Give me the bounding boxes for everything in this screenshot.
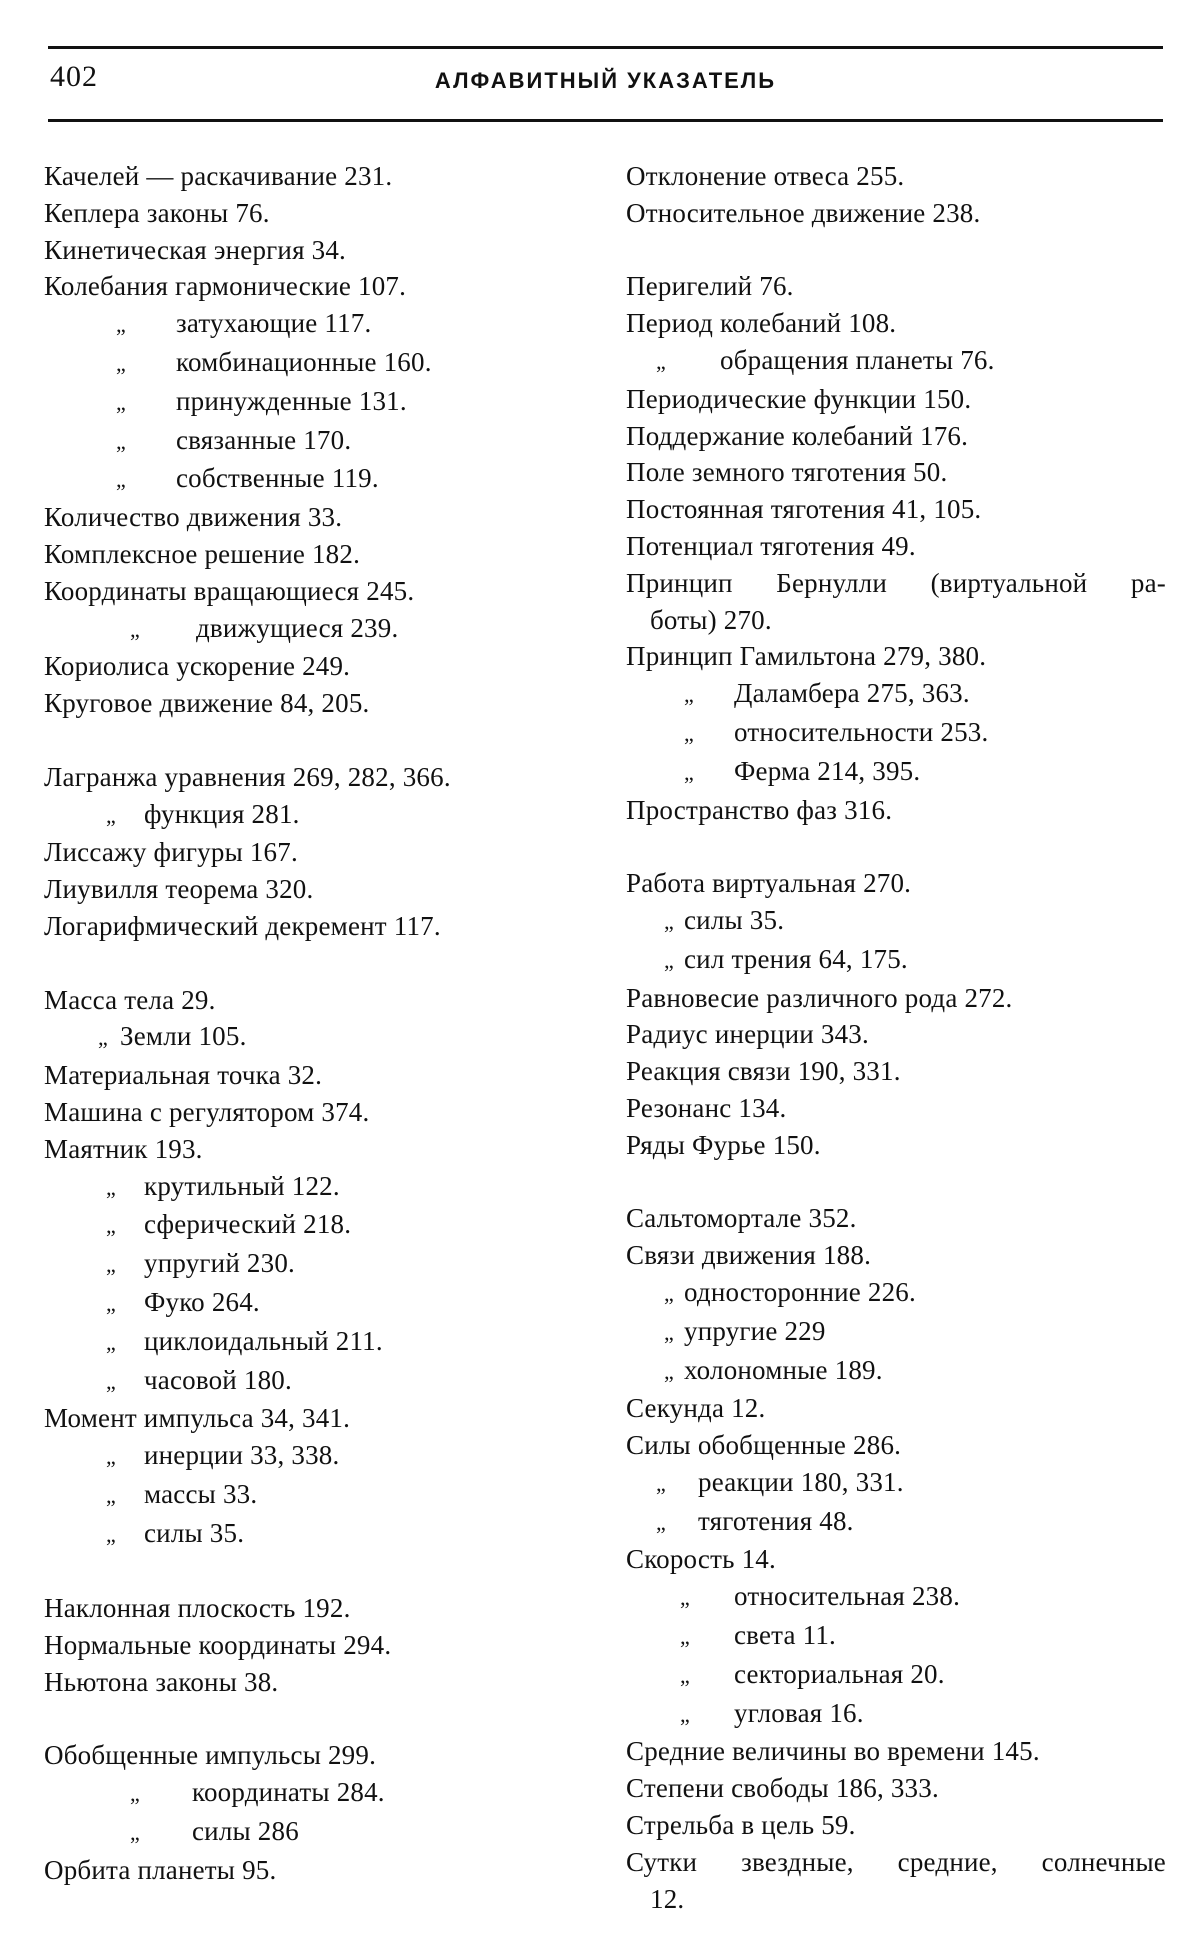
index-entry: Сальтомортале 352.: [626, 1203, 857, 1234]
index-subentry-text: сил трения 64, 175.: [684, 943, 908, 974]
index-subentry-text: собственные 119.: [176, 463, 379, 494]
index-entry: Координаты вращающиеся 245.: [44, 575, 415, 606]
index-subentry: [44, 460, 594, 499]
index-subentry-text: инерции 33, 338.: [144, 1440, 340, 1471]
index-subentry-text: массы 33.: [144, 1478, 258, 1509]
index-subentry-text: холономные 189.: [684, 1354, 883, 1385]
index-entry: Период колебаний 108.: [626, 308, 897, 339]
index-subentry: [44, 1437, 594, 1476]
index-entry: Наклонная плоскость 192.: [44, 1593, 351, 1624]
index-subentry-text: упругий 230.: [144, 1248, 295, 1279]
index-subentry: [626, 1464, 1166, 1503]
index-entry: Количество движения 33.: [44, 502, 343, 533]
header-bottom-rule: [48, 119, 1163, 122]
ditto-mark: „: [106, 802, 116, 828]
index-subentry-text: затухающие 117.: [176, 308, 372, 339]
index-entry: Поле земного тяготения 50.: [626, 457, 948, 488]
index-subentry-text: циклоидальный 211.: [144, 1325, 383, 1356]
index-subentry-text: реакции 180, 331.: [698, 1466, 904, 1497]
index-subentry: [626, 1578, 1166, 1617]
index-entry: Колебания гармонические 107.: [44, 271, 407, 302]
index-subentry: [44, 1206, 594, 1245]
index-entry: Машина с регулятором 374.: [44, 1096, 370, 1127]
index-entry: Степени свободы 186, 333.: [626, 1773, 939, 1804]
index-subentry: [626, 941, 1166, 980]
index-subentry-text: силы 35.: [144, 1517, 245, 1548]
index-entry: Скорость 14.: [626, 1544, 776, 1575]
index-entry: Кеплера законы 76.: [44, 197, 270, 228]
index-entry-continuation: 12.: [650, 1883, 685, 1914]
ditto-mark: „: [130, 1820, 140, 1846]
index-subentry: [44, 1284, 594, 1323]
ditto-mark: „: [106, 1482, 116, 1508]
index-subentry-text: относительности 253.: [734, 716, 989, 747]
index-subentry-text: комбинационные 160.: [176, 346, 432, 377]
ditto-mark: „: [684, 759, 694, 785]
index-entry: Лиувилля теорема 320.: [44, 874, 314, 905]
index-section-gap: [44, 1701, 594, 1738]
index-subentry: [626, 714, 1166, 753]
index-section-gap: [626, 828, 1166, 865]
index-subentry: [44, 1813, 594, 1852]
index-entry: Обобщенные импульсы 299.: [44, 1740, 377, 1771]
index-entry: Момент импульса 34, 341.: [44, 1403, 351, 1434]
index-entry: Резонанс 134.: [626, 1092, 787, 1123]
header-top-rule: [48, 46, 1163, 49]
ditto-mark: „: [664, 1319, 674, 1345]
index-entry: Орбита планеты 95.: [44, 1854, 277, 1885]
index-subentry: [44, 1245, 594, 1284]
index-subentry-text: связанные 170.: [176, 424, 352, 455]
index-entry: Работа виртуальная 270.: [626, 868, 912, 899]
index-subentry: [44, 1515, 594, 1554]
index-entry: Силы обобщенные 286.: [626, 1430, 902, 1461]
index-entry: Потенциал тяготения 49.: [626, 530, 916, 561]
ditto-mark: „: [684, 682, 694, 708]
page-header: [48, 46, 1163, 122]
index-subentry-text: координаты 284.: [192, 1777, 385, 1808]
index-subentry: [626, 753, 1166, 792]
index-entry: Постоянная тяготения 41, 105.: [626, 494, 982, 525]
index-section-gap: [44, 945, 594, 982]
index-entry: Принцип Гамильтона 279, 380.: [626, 641, 987, 672]
index-subentry: [44, 305, 594, 344]
index-entry: Связи движения 188.: [626, 1240, 872, 1271]
index-subentry: [626, 1503, 1166, 1542]
ditto-mark: „: [116, 312, 126, 338]
index-entry: Реакция связи 190, 331.: [626, 1056, 901, 1087]
index-entry: Отклонение отвеса 255.: [626, 161, 905, 191]
index-entry: Равновесие различного рода 272.: [626, 982, 1013, 1013]
index-entry: Ряды Фурье 150.: [626, 1129, 821, 1160]
ditto-mark: „: [656, 1470, 666, 1496]
index-entry: Поддержание колебаний 176.: [626, 420, 969, 451]
index-subentry-text: Земли 105.: [120, 1021, 247, 1052]
index-subentry: [44, 383, 594, 422]
index-entry: Комплексное решение 182.: [44, 538, 361, 569]
index-subentry: [626, 1695, 1166, 1734]
index-entry: Секунда 12.: [626, 1393, 766, 1424]
index-subentry-text: света 11.: [734, 1620, 836, 1651]
index-subentry: [626, 1352, 1166, 1391]
ditto-mark: „: [664, 947, 674, 973]
index-entry: Логарифмический декремент 117.: [44, 910, 441, 941]
index-column-left: [44, 158, 594, 1889]
index-section-gap: [626, 1164, 1166, 1201]
index-entry: Относительное движение 238.: [626, 197, 981, 228]
index-subentry: [44, 1018, 594, 1057]
index-subentry: [626, 1617, 1166, 1656]
index-subentry: [626, 1313, 1166, 1352]
ditto-mark: „: [106, 1329, 116, 1355]
ditto-mark: „: [106, 1444, 116, 1470]
ditto-mark: „: [106, 1368, 116, 1394]
ditto-mark: „: [116, 428, 126, 454]
ditto-mark: „: [664, 908, 674, 934]
ditto-mark: „: [130, 616, 140, 642]
ditto-mark: „: [106, 1174, 116, 1200]
index-subentry-text: обращения планеты 76.: [720, 344, 995, 375]
index-subentry: [44, 1168, 594, 1207]
index-subentry-text: секториальная 20.: [734, 1658, 945, 1689]
ditto-mark: „: [98, 1025, 108, 1051]
index-entry: Стрельба в цель 59.: [626, 1810, 856, 1841]
ditto-mark: „: [656, 1509, 666, 1535]
index-entry: Нормальные координаты 294.: [44, 1630, 392, 1661]
index-subentry: [626, 1656, 1166, 1695]
ditto-mark: „: [116, 467, 126, 493]
index-column-right: [626, 158, 1166, 1917]
index-entry: Лагранжа уравнения 269, 282, 366.: [44, 761, 451, 792]
index-entry: Ньютона законы 38.: [44, 1666, 279, 1697]
index-subentry-text: односторонние 226.: [684, 1276, 916, 1307]
running-title: АЛФАВИТНЫЙ УКАЗАТЕЛЬ: [434, 68, 777, 93]
index-subentry: [44, 1774, 594, 1813]
ditto-mark: „: [680, 1662, 690, 1688]
index-entry: Принцип Бернулли (виртуальной ра-: [626, 567, 1166, 598]
index-subentry-text: силы 35.: [684, 904, 785, 935]
index-subentry: [44, 422, 594, 461]
index-section-gap: [626, 232, 1166, 269]
ditto-mark: „: [106, 1521, 116, 1547]
index-subentry-text: крутильный 122.: [144, 1170, 340, 1201]
ditto-mark: „: [680, 1624, 690, 1650]
ditto-mark: „: [116, 389, 126, 415]
page-number: 402: [50, 60, 98, 93]
index-entry: Средние величины во времени 145.: [626, 1736, 1040, 1767]
index-subentry: [626, 902, 1166, 941]
ditto-mark: „: [106, 1213, 116, 1239]
ditto-mark: „: [680, 1585, 690, 1611]
index-section-gap: [44, 1553, 594, 1590]
ditto-mark: „: [116, 350, 126, 376]
index-subentry: [626, 675, 1166, 714]
index-entry: Масса тела 29.: [44, 984, 216, 1015]
index-subentry-text: угловая 16.: [734, 1697, 864, 1728]
index-subentry-text: движущиеся 239.: [196, 612, 399, 643]
index-subentry-text: тяготения 48.: [698, 1505, 854, 1536]
ditto-mark: „: [106, 1290, 116, 1316]
index-subentry-text: силы 286: [192, 1816, 299, 1847]
ditto-mark: „: [656, 348, 666, 374]
index-subentry-text: функция 281.: [144, 798, 300, 829]
ditto-mark: „: [680, 1701, 690, 1727]
index-entry: Качелей — раскачивание 231.: [44, 161, 393, 191]
index-entry: Сутки звездные, средние, солнечные: [626, 1846, 1166, 1877]
index-subentry-text: принужденные 131.: [176, 385, 407, 416]
index-subentry-text: Ферма 214, 395.: [734, 755, 921, 786]
index-entry: Маятник 193.: [44, 1133, 203, 1164]
index-subentry: [626, 1274, 1166, 1313]
index-subentry-text: Фуко 264.: [144, 1286, 260, 1317]
index-subentry: [44, 344, 594, 383]
ditto-mark: „: [684, 720, 694, 746]
index-entry: Перигелий 76.: [626, 271, 794, 302]
ditto-mark: „: [130, 1781, 140, 1807]
index-subentry-text: упругие 229: [684, 1315, 826, 1346]
index-subentry: [44, 1362, 594, 1401]
index-entry: Круговое движение 84, 205.: [44, 688, 370, 719]
index-subentry: [44, 1476, 594, 1515]
ditto-mark: „: [664, 1280, 674, 1306]
index-entry-continuation: боты) 270.: [650, 604, 772, 635]
index-subentry-text: сферический 218.: [144, 1209, 352, 1240]
index-subentry: [626, 342, 1166, 381]
ditto-mark: „: [664, 1358, 674, 1384]
index-subentry: [44, 796, 594, 835]
index-subentry: [44, 1323, 594, 1362]
index-entry: Пространство фаз 316.: [626, 794, 893, 825]
index-entry: Материальная точка 32.: [44, 1060, 323, 1091]
index-subentry-text: часовой 180.: [144, 1364, 292, 1395]
index-subentry: [44, 610, 594, 649]
index-section-gap: [44, 722, 594, 759]
index-entry: Кориолиса ускорение 249.: [44, 651, 351, 682]
index-entry: Лиссажу фигуры 167.: [44, 837, 298, 868]
index-subentry-text: Даламбера 275, 363.: [734, 678, 970, 709]
index-subentry-text: относительная 238.: [734, 1581, 961, 1612]
index-entry: Радиус инерции 343.: [626, 1019, 869, 1050]
ditto-mark: „: [106, 1252, 116, 1278]
index-entry: Кинетическая энергия 34.: [44, 234, 346, 265]
index-entry: Периодические функции 150.: [626, 383, 972, 414]
